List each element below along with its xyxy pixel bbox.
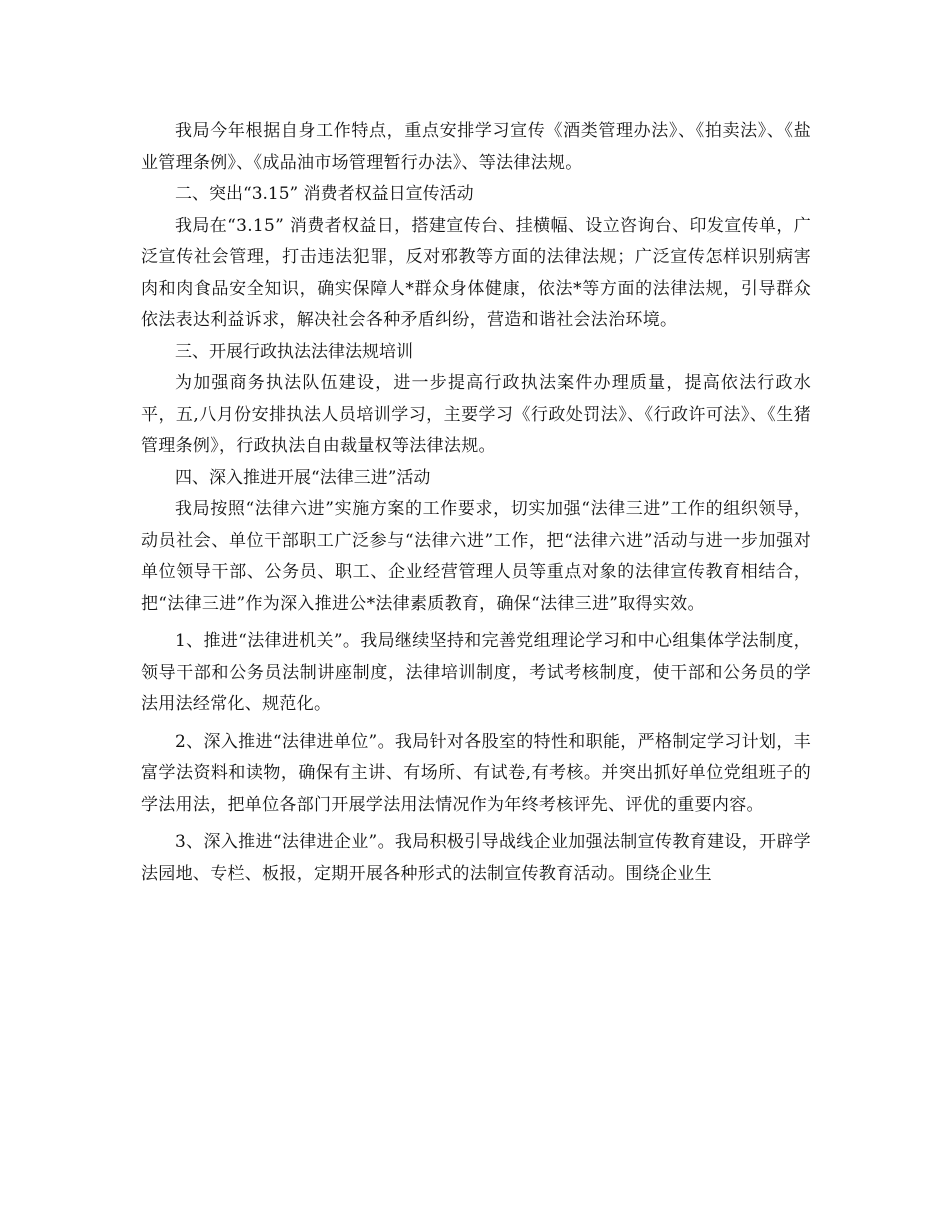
paragraph-study-regulations: 我局今年根据自身工作特点，重点安排学习宣传《酒类管理办法》、《拍卖法》、《盐业管理条例》、《成品油市场管理暂行办法》、等法律法规。 <box>141 121 811 173</box>
section-heading-315: 二、突出“3.15” 消费者权益日宣传活动 <box>175 184 474 204</box>
paragraph-law-into-enterprises: 3、深入推进“法律进企业”。我局积极引导战线企业加强法制宣传教育建设，开辟学法园地、专栏、板报，定期开展各种形式的法制宣传教育活动。围绕企业生 <box>141 832 811 884</box>
paragraph-training: 为加强商务执法队伍建设，进一步提高行政执法案件办理质量，提高依法行政水平，五,八月份安排执法人员培训学习，主要学习《行政处罚法》、《行政许可法》、《生猪管理条例》，行政执法自由裁量权等法律法规。 <box>141 373 811 456</box>
document-page <box>141 116 811 890</box>
paragraph-315-activity: 我局在“3.15” 消费者权益日，搭建宣传台、挂横幅、设立咨询台、印发宣传单，广泛宣传社会管理，打击违法犯罪，反对邪教等方面的法律法规；广泛宣传怎样识别病害肉和肉食品安全知识，确实保障人*群众身体健康，依法*等方面的法律法规，引导群众依法表达利益诉求，解决社会各种矛盾纠纷，营造和谐社会法治环境。 <box>141 215 811 330</box>
section-heading-three-entries: 四、深入推进开展“法律三进”活动 <box>175 467 431 488</box>
paragraph-law-into-units: 2、深入推进“法律进单位”。我局针对各股室的特性和职能，严格制定学习计划，丰富学法资料和读物，确保有主讲、有场所、有试卷,有考核。并突出抓好单位党组班子的学法用法，把单位各部门开展学法用法情况作为年终考核评先、评优的重要内容。 <box>141 731 811 815</box>
paragraph-law-into-agencies: 1、推进“法律进机关”。我局继续坚持和完善党组理论学习和中心组集体学法制度，领导干部和公务员法制讲座制度，法律培训制度，考试考核制度，使干部和公务员的学法用法经常化、规范化。 <box>141 631 811 714</box>
paragraph-three-entries: 我局按照“法律六进”实施方案的工作要求，切实加强“法律三进”工作的组织领导，动员社会、单位干部职工广泛参与“法律六进”工作，把“法律六进”活动与进一步加强对单位领导干部、公务员、职工、企业经营管理人员等重点对象的法律宣传教育相结合，把“法律三进”作为深入推进公*法律素质教育，确保“法律三进”取得实效。 <box>141 499 811 614</box>
section-heading-training: 三、开展行政执法法律法规培训 <box>175 341 413 362</box>
